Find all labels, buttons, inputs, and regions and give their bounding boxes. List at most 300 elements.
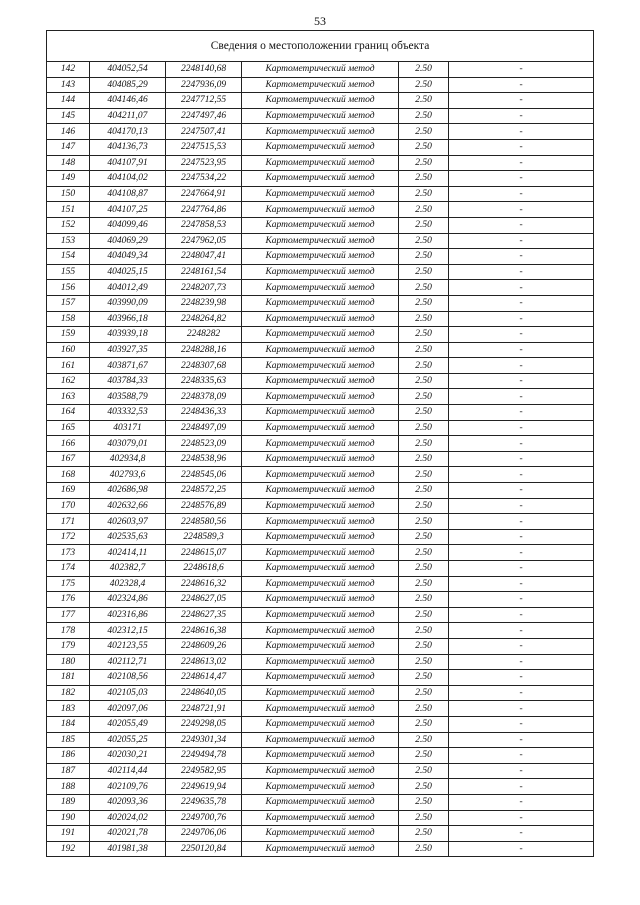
method-cell: Картометрический метод	[242, 202, 399, 218]
accuracy-cell: 2.50	[399, 467, 449, 483]
table-row	[47, 264, 594, 280]
description-cell: -	[449, 701, 594, 717]
accuracy-cell: 2.50	[399, 124, 449, 140]
point-number-cell: 143	[47, 77, 90, 93]
x-coordinate-cell: 403332,53	[90, 405, 166, 421]
accuracy-cell: 2.50	[399, 358, 449, 374]
accuracy-cell: 2.50	[399, 529, 449, 545]
x-coordinate-cell: 403939,18	[90, 327, 166, 343]
description-cell: -	[449, 779, 594, 795]
method-cell: Картометрический метод	[242, 327, 399, 343]
x-coordinate-cell: 402312,15	[90, 623, 166, 639]
point-number-cell: 162	[47, 373, 90, 389]
description-cell: -	[449, 670, 594, 686]
x-coordinate-cell: 402414,11	[90, 545, 166, 561]
accuracy-cell: 2.50	[399, 389, 449, 405]
point-number-cell: 172	[47, 529, 90, 545]
table-row	[47, 670, 594, 686]
accuracy-cell: 2.50	[399, 217, 449, 233]
point-number-cell: 165	[47, 420, 90, 436]
x-coordinate-cell: 402328,4	[90, 576, 166, 592]
y-coordinate-cell: 2248538,96	[166, 451, 242, 467]
accuracy-cell: 2.50	[399, 420, 449, 436]
table-row	[47, 779, 594, 795]
point-number-cell: 163	[47, 389, 90, 405]
point-number-cell: 142	[47, 62, 90, 78]
point-number-cell: 174	[47, 561, 90, 577]
point-number-cell: 179	[47, 638, 90, 654]
accuracy-cell: 2.50	[399, 202, 449, 218]
method-cell: Картометрический метод	[242, 810, 399, 826]
description-cell: -	[449, 342, 594, 358]
x-coordinate-cell: 404069,29	[90, 233, 166, 249]
point-number-cell: 190	[47, 810, 90, 826]
table-row	[47, 155, 594, 171]
method-cell: Картометрический метод	[242, 763, 399, 779]
x-coordinate-cell: 404049,34	[90, 249, 166, 265]
table-row	[47, 62, 594, 78]
x-coordinate-cell: 402030,21	[90, 748, 166, 764]
description-cell: -	[449, 233, 594, 249]
method-cell: Картометрический метод	[242, 779, 399, 795]
x-coordinate-cell: 402324,86	[90, 592, 166, 608]
table-row	[47, 186, 594, 202]
table-row	[47, 498, 594, 514]
x-coordinate-cell: 403927,35	[90, 342, 166, 358]
method-cell: Картометрический метод	[242, 623, 399, 639]
description-cell: -	[449, 108, 594, 124]
method-cell: Картометрический метод	[242, 498, 399, 514]
y-coordinate-cell: 2248589,3	[166, 529, 242, 545]
y-coordinate-cell: 2248335,63	[166, 373, 242, 389]
description-cell: -	[449, 794, 594, 810]
table-row	[47, 514, 594, 530]
point-number-cell: 146	[47, 124, 90, 140]
table-row	[47, 576, 594, 592]
point-number-cell: 154	[47, 249, 90, 265]
method-cell: Картометрический метод	[242, 139, 399, 155]
y-coordinate-cell: 2248545,06	[166, 467, 242, 483]
method-cell: Картометрический метод	[242, 654, 399, 670]
accuracy-cell: 2.50	[399, 748, 449, 764]
point-number-cell: 188	[47, 779, 90, 795]
point-number-cell: 169	[47, 483, 90, 499]
accuracy-cell: 2.50	[399, 186, 449, 202]
table-title-row	[47, 31, 594, 62]
accuracy-cell: 2.50	[399, 249, 449, 265]
description-cell: -	[449, 202, 594, 218]
method-cell: Картометрический метод	[242, 171, 399, 187]
description-cell: -	[449, 124, 594, 140]
y-coordinate-cell: 2249301,34	[166, 732, 242, 748]
method-cell: Картометрический метод	[242, 358, 399, 374]
table-row	[47, 202, 594, 218]
description-cell: -	[449, 483, 594, 499]
table-row	[47, 327, 594, 343]
x-coordinate-cell: 402105,03	[90, 685, 166, 701]
description-cell: -	[449, 654, 594, 670]
method-cell: Картометрический метод	[242, 794, 399, 810]
y-coordinate-cell: 2248047,41	[166, 249, 242, 265]
accuracy-cell: 2.50	[399, 826, 449, 842]
table-row	[47, 451, 594, 467]
y-coordinate-cell: 2247523,95	[166, 155, 242, 171]
method-cell: Картометрический метод	[242, 233, 399, 249]
point-number-cell: 173	[47, 545, 90, 561]
x-coordinate-cell: 402109,76	[90, 779, 166, 795]
method-cell: Картометрический метод	[242, 373, 399, 389]
method-cell: Картометрический метод	[242, 670, 399, 686]
accuracy-cell: 2.50	[399, 139, 449, 155]
point-number-cell: 191	[47, 826, 90, 842]
description-cell: -	[449, 529, 594, 545]
description-cell: -	[449, 810, 594, 826]
point-number-cell: 149	[47, 171, 90, 187]
x-coordinate-cell: 402382,7	[90, 561, 166, 577]
boundary-coordinates-table	[46, 30, 594, 857]
description-cell: -	[449, 358, 594, 374]
x-coordinate-cell: 402316,86	[90, 607, 166, 623]
point-number-cell: 145	[47, 108, 90, 124]
table-row	[47, 280, 594, 296]
point-number-cell: 153	[47, 233, 90, 249]
description-cell: -	[449, 826, 594, 842]
description-cell: -	[449, 607, 594, 623]
accuracy-cell: 2.50	[399, 685, 449, 701]
y-coordinate-cell: 2248627,35	[166, 607, 242, 623]
accuracy-cell: 2.50	[399, 498, 449, 514]
y-coordinate-cell: 2247534,22	[166, 171, 242, 187]
accuracy-cell: 2.50	[399, 483, 449, 499]
accuracy-cell: 2.50	[399, 670, 449, 686]
accuracy-cell: 2.50	[399, 763, 449, 779]
description-cell: -	[449, 467, 594, 483]
x-coordinate-cell: 402632,66	[90, 498, 166, 514]
point-number-cell: 180	[47, 654, 90, 670]
y-coordinate-cell: 2248572,25	[166, 483, 242, 499]
description-cell: -	[449, 748, 594, 764]
point-number-cell: 156	[47, 280, 90, 296]
point-number-cell: 182	[47, 685, 90, 701]
method-cell: Картометрический метод	[242, 342, 399, 358]
table-row	[47, 607, 594, 623]
accuracy-cell: 2.50	[399, 405, 449, 421]
x-coordinate-cell: 402108,56	[90, 670, 166, 686]
method-cell: Картометрический метод	[242, 592, 399, 608]
accuracy-cell: 2.50	[399, 171, 449, 187]
method-cell: Картометрический метод	[242, 748, 399, 764]
description-cell: -	[449, 155, 594, 171]
method-cell: Картометрический метод	[242, 561, 399, 577]
page-number: 53	[314, 14, 326, 28]
description-cell: -	[449, 62, 594, 78]
y-coordinate-cell: 2247764,86	[166, 202, 242, 218]
description-cell: -	[449, 561, 594, 577]
table-row	[47, 93, 594, 109]
x-coordinate-cell: 402793,6	[90, 467, 166, 483]
y-coordinate-cell: 2248239,98	[166, 295, 242, 311]
point-number-cell: 175	[47, 576, 90, 592]
method-cell: Картометрический метод	[242, 280, 399, 296]
y-coordinate-cell: 2248615,07	[166, 545, 242, 561]
y-coordinate-cell: 2248580,56	[166, 514, 242, 530]
description-cell: -	[449, 264, 594, 280]
x-coordinate-cell: 402055,49	[90, 716, 166, 732]
x-coordinate-cell: 402024,02	[90, 810, 166, 826]
x-coordinate-cell: 403079,01	[90, 436, 166, 452]
x-coordinate-cell: 402603,97	[90, 514, 166, 530]
point-number-cell: 160	[47, 342, 90, 358]
point-number-cell: 170	[47, 498, 90, 514]
y-coordinate-cell: 2248378,09	[166, 389, 242, 405]
y-coordinate-cell: 2248523,09	[166, 436, 242, 452]
x-coordinate-cell: 401981,38	[90, 841, 166, 857]
table-row	[47, 701, 594, 717]
table-row	[47, 139, 594, 155]
table-row	[47, 638, 594, 654]
method-cell: Картометрический метод	[242, 389, 399, 405]
table-row	[47, 748, 594, 764]
point-number-cell: 151	[47, 202, 90, 218]
x-coordinate-cell: 404104,02	[90, 171, 166, 187]
table-row	[47, 108, 594, 124]
method-cell: Картометрический метод	[242, 607, 399, 623]
description-cell: -	[449, 280, 594, 296]
description-cell: -	[449, 451, 594, 467]
accuracy-cell: 2.50	[399, 436, 449, 452]
y-coordinate-cell: 2249582,95	[166, 763, 242, 779]
point-number-cell: 166	[47, 436, 90, 452]
method-cell: Картометрический метод	[242, 93, 399, 109]
table-row	[47, 716, 594, 732]
point-number-cell: 167	[47, 451, 90, 467]
y-coordinate-cell: 2248618,6	[166, 561, 242, 577]
y-coordinate-cell: 2247497,46	[166, 108, 242, 124]
description-cell: -	[449, 841, 594, 857]
method-cell: Картометрический метод	[242, 249, 399, 265]
accuracy-cell: 2.50	[399, 108, 449, 124]
description-cell: -	[449, 373, 594, 389]
description-cell: -	[449, 498, 594, 514]
y-coordinate-cell: 2248140,68	[166, 62, 242, 78]
description-cell: -	[449, 249, 594, 265]
accuracy-cell: 2.50	[399, 732, 449, 748]
method-cell: Картометрический метод	[242, 155, 399, 171]
table-row	[47, 545, 594, 561]
accuracy-cell: 2.50	[399, 311, 449, 327]
point-number-cell: 158	[47, 311, 90, 327]
y-coordinate-cell: 2248282	[166, 327, 242, 343]
table-row	[47, 561, 594, 577]
table-row	[47, 77, 594, 93]
point-number-cell: 186	[47, 748, 90, 764]
method-cell: Картометрический метод	[242, 685, 399, 701]
description-cell: -	[449, 545, 594, 561]
accuracy-cell: 2.50	[399, 342, 449, 358]
table-row	[47, 420, 594, 436]
method-cell: Картометрический метод	[242, 732, 399, 748]
table-title: Сведения о местоположении границ объекта	[47, 31, 594, 62]
x-coordinate-cell: 402021,78	[90, 826, 166, 842]
accuracy-cell: 2.50	[399, 841, 449, 857]
x-coordinate-cell: 404108,87	[90, 186, 166, 202]
method-cell: Картометрический метод	[242, 841, 399, 857]
y-coordinate-cell: 2248307,68	[166, 358, 242, 374]
table-row	[47, 358, 594, 374]
method-cell: Картометрический метод	[242, 311, 399, 327]
x-coordinate-cell: 402934,8	[90, 451, 166, 467]
description-cell: -	[449, 311, 594, 327]
y-coordinate-cell: 2248640,05	[166, 685, 242, 701]
point-number-cell: 185	[47, 732, 90, 748]
method-cell: Картометрический метод	[242, 420, 399, 436]
method-cell: Картометрический метод	[242, 514, 399, 530]
table-row	[47, 405, 594, 421]
method-cell: Картометрический метод	[242, 545, 399, 561]
accuracy-cell: 2.50	[399, 576, 449, 592]
description-cell: -	[449, 295, 594, 311]
y-coordinate-cell: 2249494,78	[166, 748, 242, 764]
accuracy-cell: 2.50	[399, 623, 449, 639]
y-coordinate-cell: 2249706,06	[166, 826, 242, 842]
y-coordinate-cell: 2248614,47	[166, 670, 242, 686]
accuracy-cell: 2.50	[399, 62, 449, 78]
x-coordinate-cell: 403990,09	[90, 295, 166, 311]
y-coordinate-cell: 2247664,91	[166, 186, 242, 202]
y-coordinate-cell: 2247936,09	[166, 77, 242, 93]
method-cell: Картометрический метод	[242, 295, 399, 311]
table-row	[47, 483, 594, 499]
y-coordinate-cell: 2250120,84	[166, 841, 242, 857]
point-number-cell: 157	[47, 295, 90, 311]
table-row	[47, 233, 594, 249]
point-number-cell: 152	[47, 217, 90, 233]
y-coordinate-cell: 2248613,02	[166, 654, 242, 670]
accuracy-cell: 2.50	[399, 514, 449, 530]
y-coordinate-cell: 2247515,53	[166, 139, 242, 155]
description-cell: -	[449, 623, 594, 639]
method-cell: Картометрический метод	[242, 716, 399, 732]
table-row	[47, 763, 594, 779]
method-cell: Картометрический метод	[242, 108, 399, 124]
description-cell: -	[449, 732, 594, 748]
description-cell: -	[449, 514, 594, 530]
x-coordinate-cell: 402123,55	[90, 638, 166, 654]
description-cell: -	[449, 93, 594, 109]
point-number-cell: 161	[47, 358, 90, 374]
method-cell: Картометрический метод	[242, 576, 399, 592]
accuracy-cell: 2.50	[399, 545, 449, 561]
table-row	[47, 311, 594, 327]
x-coordinate-cell: 403871,67	[90, 358, 166, 374]
accuracy-cell: 2.50	[399, 701, 449, 717]
description-cell: -	[449, 139, 594, 155]
x-coordinate-cell: 404025,15	[90, 264, 166, 280]
accuracy-cell: 2.50	[399, 592, 449, 608]
y-coordinate-cell: 2247712,55	[166, 93, 242, 109]
y-coordinate-cell: 2248497,09	[166, 420, 242, 436]
point-number-cell: 183	[47, 701, 90, 717]
y-coordinate-cell: 2247858,53	[166, 217, 242, 233]
accuracy-cell: 2.50	[399, 373, 449, 389]
y-coordinate-cell: 2248616,38	[166, 623, 242, 639]
table-row	[47, 373, 594, 389]
description-cell: -	[449, 436, 594, 452]
x-coordinate-cell: 404085,29	[90, 77, 166, 93]
y-coordinate-cell: 2248609,26	[166, 638, 242, 654]
accuracy-cell: 2.50	[399, 638, 449, 654]
x-coordinate-cell: 402055,25	[90, 732, 166, 748]
y-coordinate-cell: 2249700,76	[166, 810, 242, 826]
table-row	[47, 249, 594, 265]
description-cell: -	[449, 186, 594, 202]
x-coordinate-cell: 404012,49	[90, 280, 166, 296]
method-cell: Картометрический метод	[242, 529, 399, 545]
table-row	[47, 623, 594, 639]
table-row	[47, 217, 594, 233]
table-row	[47, 654, 594, 670]
accuracy-cell: 2.50	[399, 93, 449, 109]
description-cell: -	[449, 592, 594, 608]
accuracy-cell: 2.50	[399, 716, 449, 732]
y-coordinate-cell: 2249619,94	[166, 779, 242, 795]
accuracy-cell: 2.50	[399, 77, 449, 93]
point-number-cell: 155	[47, 264, 90, 280]
table-row	[47, 685, 594, 701]
x-coordinate-cell: 402097,06	[90, 701, 166, 717]
method-cell: Картометрический метод	[242, 264, 399, 280]
x-coordinate-cell: 402686,98	[90, 483, 166, 499]
point-number-cell: 184	[47, 716, 90, 732]
method-cell: Картометрический метод	[242, 467, 399, 483]
accuracy-cell: 2.50	[399, 654, 449, 670]
accuracy-cell: 2.50	[399, 280, 449, 296]
method-cell: Картометрический метод	[242, 62, 399, 78]
table-row	[47, 794, 594, 810]
table-row	[47, 826, 594, 842]
method-cell: Картометрический метод	[242, 405, 399, 421]
method-cell: Картометрический метод	[242, 483, 399, 499]
point-number-cell: 159	[47, 327, 90, 343]
x-coordinate-cell: 404146,46	[90, 93, 166, 109]
y-coordinate-cell: 2248161,54	[166, 264, 242, 280]
y-coordinate-cell: 2247962,05	[166, 233, 242, 249]
point-number-cell: 148	[47, 155, 90, 171]
method-cell: Картометрический метод	[242, 436, 399, 452]
x-coordinate-cell: 403966,18	[90, 311, 166, 327]
table-row	[47, 342, 594, 358]
x-coordinate-cell: 403784,33	[90, 373, 166, 389]
y-coordinate-cell: 2248627,05	[166, 592, 242, 608]
x-coordinate-cell: 402114,44	[90, 763, 166, 779]
y-coordinate-cell: 2248264,82	[166, 311, 242, 327]
table-row	[47, 529, 594, 545]
x-coordinate-cell: 402535,63	[90, 529, 166, 545]
description-cell: -	[449, 327, 594, 343]
x-coordinate-cell: 402093,36	[90, 794, 166, 810]
x-coordinate-cell: 404107,91	[90, 155, 166, 171]
x-coordinate-cell: 404052,54	[90, 62, 166, 78]
description-cell: -	[449, 171, 594, 187]
point-number-cell: 150	[47, 186, 90, 202]
description-cell: -	[449, 638, 594, 654]
table-row	[47, 467, 594, 483]
x-coordinate-cell: 403588,79	[90, 389, 166, 405]
y-coordinate-cell: 2248616,32	[166, 576, 242, 592]
table-row	[47, 295, 594, 311]
description-cell: -	[449, 576, 594, 592]
accuracy-cell: 2.50	[399, 327, 449, 343]
